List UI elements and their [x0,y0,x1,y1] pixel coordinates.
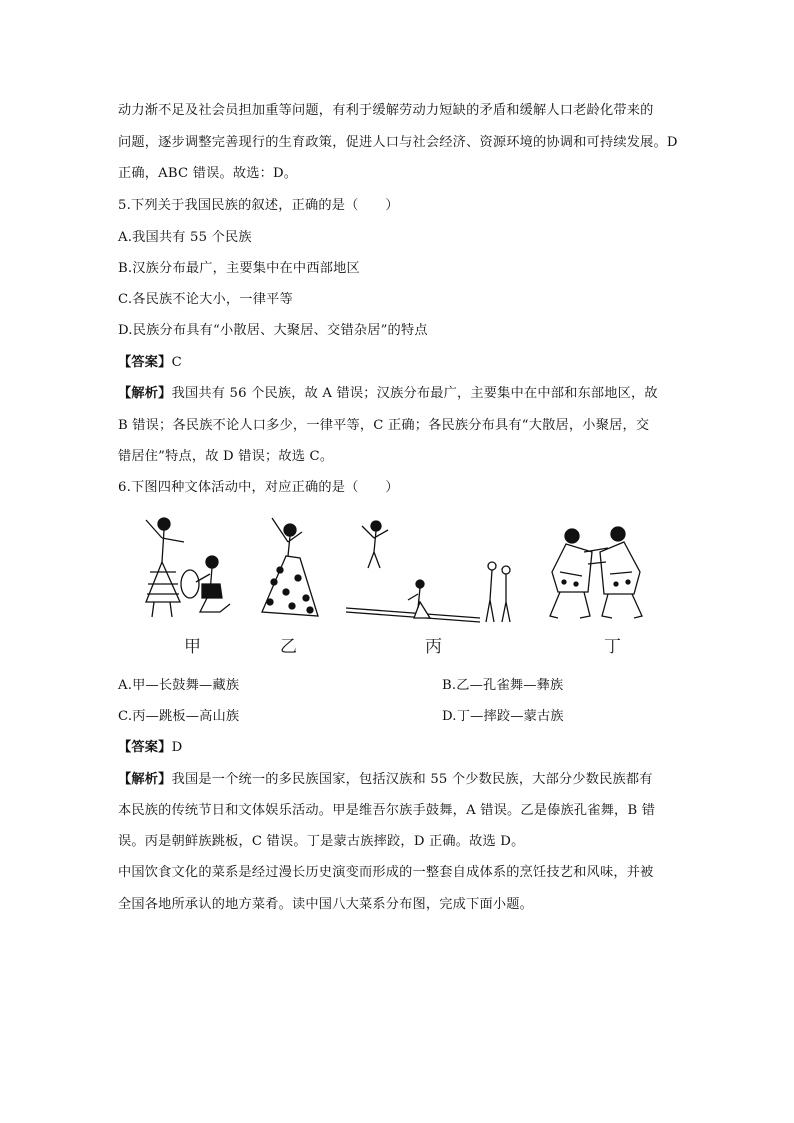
q6-analysis-tag: 【解析】 [118,772,172,787]
q5-analysis-tag: 【解析】 [118,386,172,401]
q5-option-d: D.民族分布具有“小散居、大聚居、交错杂居”的特点 [118,323,428,338]
q5-answer-value: C [171,355,182,370]
q6-option-a: A.甲—长鼓舞—藏族 [118,678,240,693]
q5-option-a: A.我国共有 55 个民族 [118,230,252,245]
figure-bing-seesaw [346,521,510,622]
continuation-line-3: 正确，ABC 错误。故选：D。 [118,166,298,181]
q6-stem: 6.下图四种文体活动中，对应正确的是（ ） [118,480,399,495]
figure-ding-wrestling [550,527,642,618]
q6-answer-tag: 【答案】 [118,740,172,755]
q5-analysis-line-2: B 错误；各民族不论人口多少，一律平等，C 正确；各民族分布具有“大散居，小聚居，交 [118,418,650,433]
q6-option-b: B.乙—孔雀舞—彝族 [442,678,564,693]
figure-label-jia: 甲 [184,637,201,657]
figure-yi-peacock-dance [262,518,318,616]
figure-label-ding: 丁 [604,637,621,657]
q5-answer-tag: 【答案】 [118,355,172,370]
q5-answer [118,354,182,372]
q6-analysis-line-3: 误。丙是朝鲜族跳板，C 错误。丁是蒙古族摔跤，D 正确。故选 D。 [118,834,525,849]
figure-label-yi: 乙 [280,637,297,657]
q6-analysis-text-1: 我国是一个统一的多民族国家，包括汉族和 55 个少数民族，大部分少数民族都有 [171,772,653,787]
intro-line-2: 全国各地所承认的地方菜肴。读中国八大菜系分布图，完成下面小题。 [118,897,534,912]
continuation-line-1: 动力渐不足及社会员担加重等问题，有利于缓解劳动力短缺的矛盾和缓解人口老龄化带来的 [118,103,654,118]
q6-analysis-line-1 [118,771,653,789]
q6-option-d: D.丁—摔跤—蒙古族 [442,709,564,724]
q5-option-b: B.汉族分布最广，主要集中在中西部地区 [118,261,360,276]
q5-option-c: C.各民族不论大小，一律平等 [118,292,293,307]
q6-answer-value: D [171,740,183,755]
q6-answer [118,739,182,757]
q5-analysis-line-1 [118,385,658,403]
figure-jia-drum-dance [146,518,230,617]
intro-line-1: 中国饮食文化的菜系是经过漫长历史演变而形成的一整套自成体系的烹饪技艺和风味，并被 [118,865,654,880]
figure-label-bing: 丙 [425,637,442,657]
q6-analysis-line-2: 本民族的传统节日和文体娱乐活动。甲是维吾尔族手鼓舞，A 错误。乙是傣族孔雀舞，B 错 [118,803,656,818]
folk-activities-figure [140,512,660,662]
q5-analysis-line-3: 错居住”特点，故 D 错误；故选 C。 [118,449,334,464]
q5-analysis-text-1: 我国共有 56 个民族，故 A 错误；汉族分布最广，主要集中在中部和东部地区，故 [171,386,658,401]
q6-option-c: C.丙—跳板—高山族 [118,709,240,724]
continuation-line-2: 问题，逐步调整完善现行的生育政策，促进人口与社会经济、资源环境的协调和可持续发展。D [118,135,678,150]
q5-stem: 5.下列关于我国民族的叙述，正确的是（ ） [118,198,399,213]
